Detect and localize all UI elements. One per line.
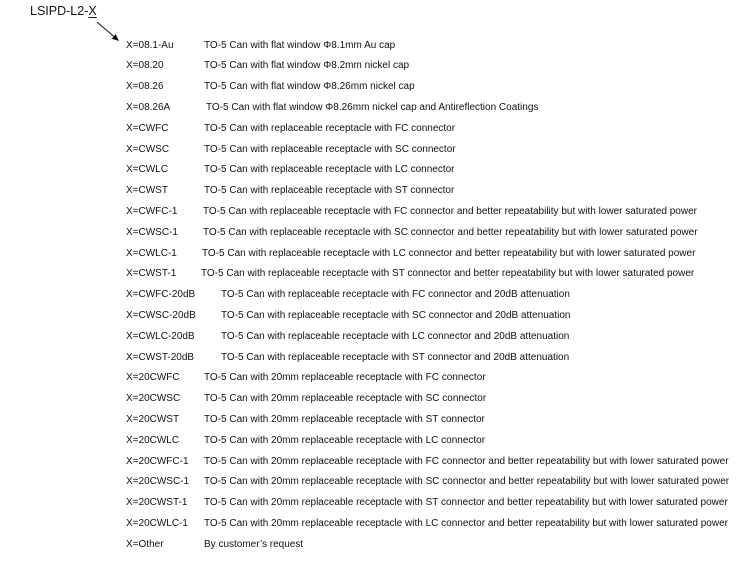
- option-code: X=20CWST-1: [126, 497, 188, 509]
- list-item: [0, 56, 747, 77]
- option-list: [0, 36, 747, 556]
- option-code: X=CWST-1: [126, 268, 177, 280]
- option-description: TO-5 Can with flat window Φ8.26mm nickel cap: [204, 81, 415, 93]
- list-item: [0, 410, 747, 431]
- list-item: [0, 160, 747, 181]
- option-code: X=08.1-Au: [126, 39, 174, 51]
- option-description: By customer’s request: [204, 538, 304, 550]
- option-code: X=20CWLC: [126, 434, 180, 446]
- option-description: TO-5 Can with replaceable receptacle with SC connector: [204, 143, 456, 155]
- option-code: X=20CWSC: [126, 393, 181, 405]
- option-code: X=08.26: [126, 81, 164, 93]
- option-description: TO-5 Can with flat window Φ8.26mm nickel cap and Antireflection Coatings: [206, 101, 539, 113]
- option-description: TO-5 Can with replaceable receptacle with FC connector and better repeatability but with lower saturated power: [203, 205, 697, 217]
- option-code: X=CWFC: [126, 122, 169, 134]
- option-description: TO-5 Can with 20mm replaceable receptacle with ST connector: [204, 413, 485, 425]
- option-code: X=CWST-20dB: [126, 351, 195, 363]
- list-item: [0, 181, 747, 202]
- list-item: [0, 368, 747, 389]
- option-description: TO-5 Can with replaceable receptacle with LC connector and 20dB attenuation: [221, 330, 570, 342]
- option-code: X=CWLC: [126, 164, 168, 176]
- option-description: TO-5 Can with flat window Φ8.2mm nickel cap: [204, 60, 410, 72]
- list-item: [0, 493, 747, 514]
- option-description: TO-5 Can with replaceable receptacle with FC connector and 20dB attenuation: [221, 289, 570, 301]
- list-item: [0, 285, 747, 306]
- list-item: [0, 306, 747, 327]
- list-item: [0, 119, 747, 140]
- option-code: X=08.26A: [126, 101, 171, 113]
- option-code: X=20CWFC: [126, 372, 180, 384]
- option-description: TO-5 Can with 20mm replaceable receptacle with FC connector and better repeatability but with lower saturated power: [204, 455, 729, 467]
- option-code: X=20CWST: [126, 413, 180, 425]
- model-number-title: [30, 4, 97, 19]
- list-item: [0, 36, 747, 57]
- option-description: TO-5 Can with replaceable receptacle with LC connector: [204, 164, 455, 176]
- list-item: [0, 140, 747, 161]
- option-code: X=20CWFC-1: [126, 455, 189, 467]
- list-item: [0, 223, 747, 244]
- option-code: X=CWLC-20dB: [126, 330, 195, 342]
- list-item: [0, 514, 747, 535]
- option-description: TO-5 Can with 20mm replaceable receptacle with SC connector: [204, 393, 487, 405]
- list-item: [0, 348, 747, 369]
- option-description: TO-5 Can with 20mm replaceable receptacle with SC connector and better repeatability but with lower saturated power: [204, 476, 730, 488]
- list-item: [0, 431, 747, 452]
- option-code: X=08.20: [126, 60, 164, 72]
- option-description: TO-5 Can with replaceable receptacle with ST connector and better repeatability but with lower saturated power: [201, 268, 695, 280]
- option-code: X=CWST: [126, 185, 168, 197]
- option-code: X=20CWSC-1: [126, 476, 190, 488]
- option-description: TO-5 Can with replaceable receptacle with FC connector: [204, 122, 456, 134]
- option-description: TO-5 Can with replaceable receptacle with ST connector and 20dB attenuation: [221, 351, 570, 363]
- list-item: [0, 77, 747, 98]
- list-item: [0, 472, 747, 493]
- list-item: [0, 535, 747, 556]
- option-description: TO-5 Can with 20mm replaceable receptacle with LC connector: [204, 434, 486, 446]
- option-description: TO-5 Can with replaceable receptacle with ST connector: [204, 185, 455, 197]
- option-code: X=CWFC-1: [126, 205, 178, 217]
- option-description: TO-5 Can with 20mm replaceable receptacle with LC connector and better repeatability but with lower saturated power: [204, 517, 728, 529]
- list-item: [0, 452, 747, 473]
- list-item: [0, 98, 747, 119]
- model-variable: X: [88, 4, 97, 18]
- option-code: X=CWLC-1: [126, 247, 177, 259]
- option-code: X=CWSC-20dB: [126, 309, 196, 321]
- option-code: X=20CWLC-1: [126, 517, 188, 529]
- list-item: [0, 327, 747, 348]
- option-code: X=CWSC: [126, 143, 170, 155]
- list-item: [0, 202, 747, 223]
- list-item: [0, 264, 747, 285]
- option-description: TO-5 Can with replaceable receptacle with SC connector and better repeatability but with lower saturated power: [203, 226, 698, 238]
- option-description: TO-5 Can with replaceable receptacle with LC connector and better repeatability but with lower saturated power: [202, 247, 696, 259]
- list-item: [0, 244, 747, 265]
- model-prefix: LSIPD-L2-: [30, 4, 89, 18]
- option-description: TO-5 Can with flat window Φ8.1mm Au cap: [204, 39, 396, 51]
- option-description: TO-5 Can with 20mm replaceable receptacle with FC connector: [204, 372, 486, 384]
- option-code: X=CWFC-20dB: [126, 289, 196, 301]
- option-code: X=Other: [126, 538, 164, 550]
- option-code: X=CWSC-1: [126, 226, 178, 238]
- option-description: TO-5 Can with 20mm replaceable receptacle with ST connector and better repeatability but with lower saturated power: [204, 497, 728, 509]
- list-item: [0, 389, 747, 410]
- option-description: TO-5 Can with replaceable receptacle with SC connector and 20dB attenuation: [221, 309, 571, 321]
